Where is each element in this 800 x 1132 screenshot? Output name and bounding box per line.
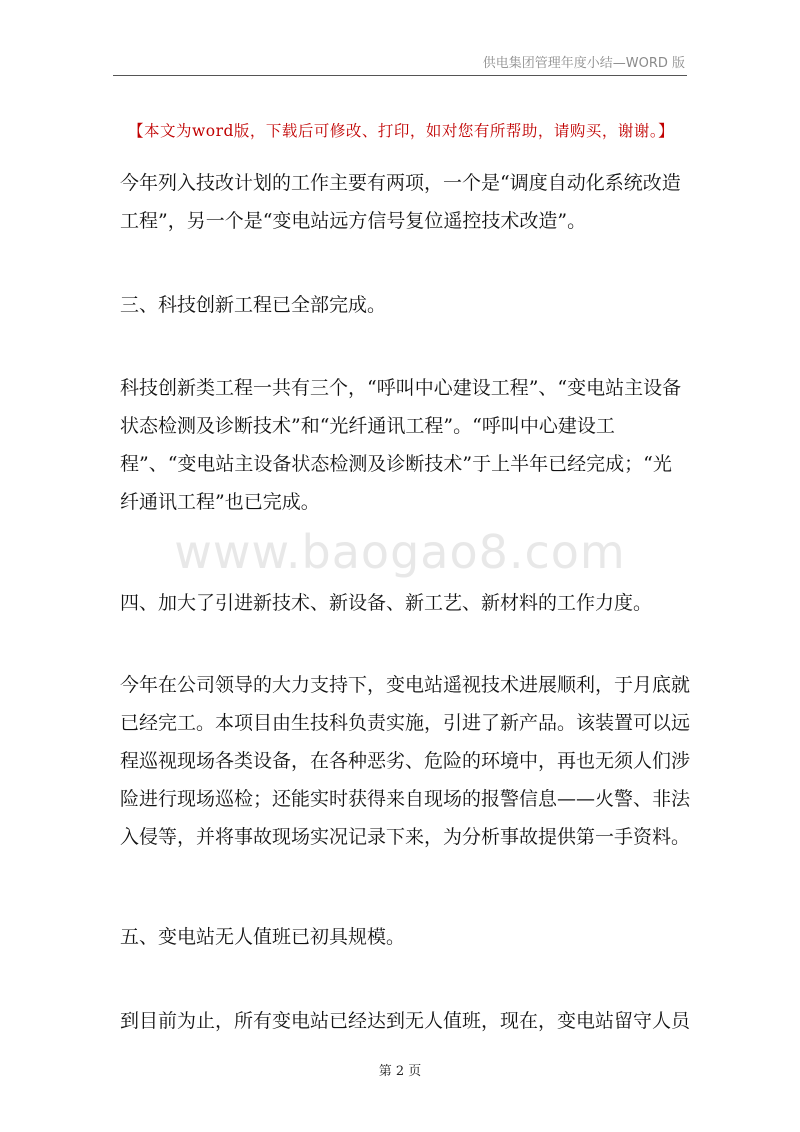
heading-section-4: 四、加大了引进新技术、新设备、新工艺、新材料的工作力度。 — [120, 592, 653, 614]
page-number: 第 2 页 — [378, 1064, 422, 1079]
paragraph-tech-renovation: 今年列入技改计划的工作主要有两项，一个是“调度自动化系统改造工程”，另一个是“变电站远方信号复位遥控技术改造”。 — [120, 172, 681, 232]
paragraph-innovation-projects: 科技创新类工程一共有三个，“呼叫中心建设工程”、“变电站主设备状态检测及诊断技术”和“光纤通讯工程”。“呼叫中心建设工程”、“变电站主设备状态检测及诊断技术”于上半年已经完成；“光纤通讯工程”也已完成。 — [120, 377, 682, 513]
header-title: 供电集团管理年度小结—WORD 版 — [482, 56, 685, 71]
heading-section-3: 三、科技创新工程已全部完成。 — [120, 294, 387, 316]
paragraph-remote-monitoring: 今年在公司领导的大力支持下，变电站遥视技术进展顺利，于月底就已经完工。本项目由生技科负责实施，引进了新产品。该装置可以远程巡视现场各类设备，在各种恶劣、危险的环境中，再也无须人们涉险进行现场巡检；还能实时获得来自现场的报警信息——火警、非法入侵等，并将事故现场实况记录下来，为分析事故提供第一手资料。 — [120, 674, 691, 848]
watermark: www.baogao8.com — [174, 525, 626, 579]
paragraph-unmanned-stations: 到目前为止，所有变电站已经达到无人值班，现在，变电站留守人员 — [120, 1010, 691, 1032]
header-divider — [113, 75, 687, 76]
heading-section-5: 五、变电站无人值班已初具规模。 — [120, 926, 406, 948]
purchase-notice: 【本文为word版，下载后可修改、打印，如对您有所帮助，请购买，谢谢。】 — [128, 122, 675, 140]
